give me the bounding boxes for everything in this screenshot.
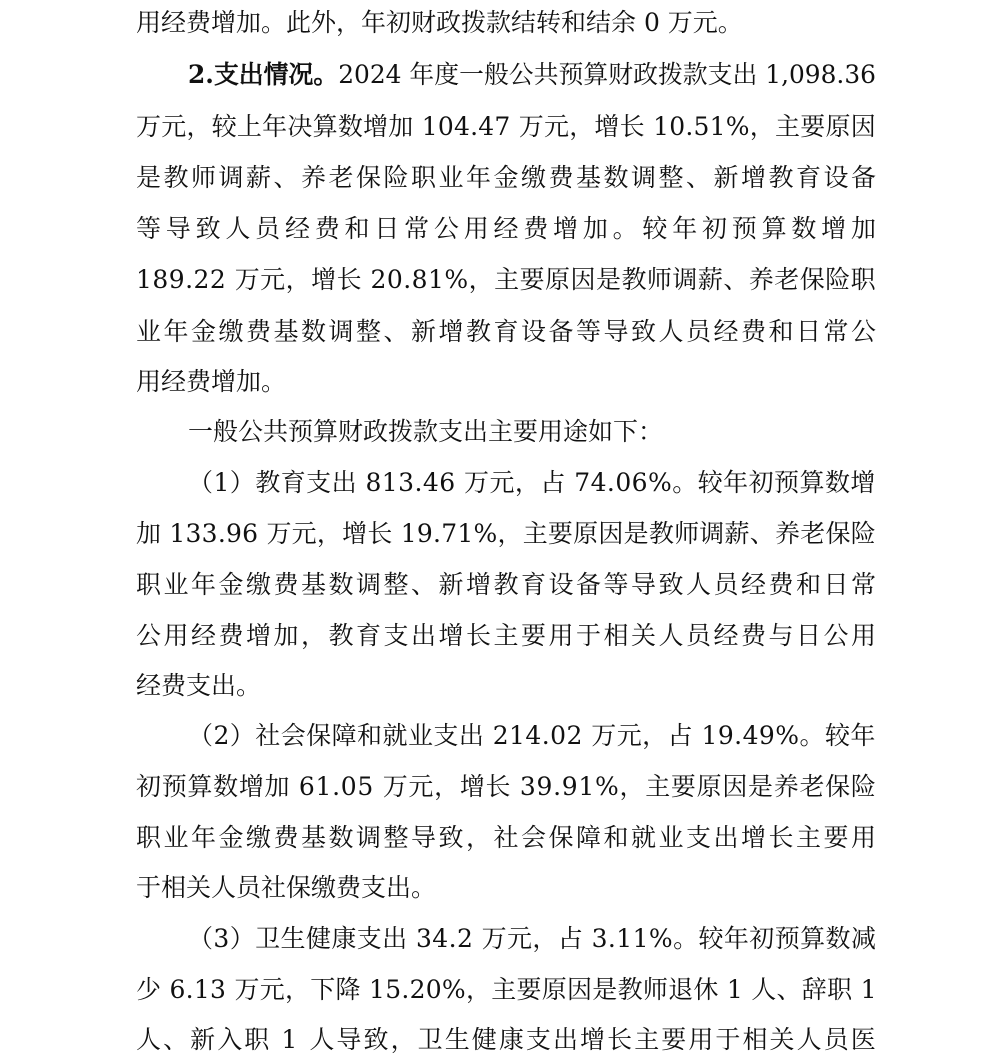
section-heading: 2.支出情况。 (188, 60, 339, 89)
paragraph-line: 189.22 万元，增长 20.81%，主要原因是教师调薪、养老保险职 (136, 265, 877, 294)
paragraph-line: （3）卫生健康支出 34.2 万元，占 3.11%。较年初预算数减 (188, 924, 877, 953)
paragraph-line: 万元，较上年决算数增加 104.47 万元，增长 10.51%，主要原因 (136, 112, 876, 141)
paragraph-line: 职业年金缴费基数调整、新增教育设备等导致人员经费和日常 (136, 570, 879, 599)
paragraph-line: 业年金缴费基数调整、新增教育设备等导致人员经费和日常公 (136, 317, 879, 346)
paragraph-line: 是教师调薪、养老保险职业年金缴费基数调整、新增教育设备 (136, 163, 879, 192)
paragraph-line: 经费支出。 (136, 671, 262, 700)
paragraph-line: 一般公共预算财政拨款支出主要用途如下： (188, 417, 664, 446)
paragraph-line: （1）教育支出 813.46 万元，占 74.06%。较年初预算数增 (188, 468, 876, 497)
paragraph-line (188, 55, 876, 95)
paragraph-line: 公用经费增加，教育支出增长主要用于相关人员经费与日公用 (136, 621, 879, 650)
paragraph-line: 职业年金缴费基数调整导致，社会保障和就业支出增长主要用 (136, 823, 879, 852)
paragraph-line: 少 6.13 万元，下降 15.20%，主要原因是教师退休 1 人、辞职 1 (136, 975, 877, 1004)
paragraph-line: 人、新入职 1 人导致，卫生健康支出增长主要用于相关人员医 (136, 1025, 878, 1054)
paragraph-line: 于相关人员社保缴费支出。 (136, 873, 437, 902)
paragraph-line: 初预算数增加 61.05 万元，增长 39.91%，主要原因是养老保险 (136, 772, 877, 801)
paragraph-line: 加 133.96 万元，增长 19.71%，主要原因是教师调薪、养老保险 (136, 519, 876, 548)
paragraph-line: 用经费增加。 (136, 367, 287, 396)
paragraph-line: （2）社会保障和就业支出 214.02 万元，占 19.49%。较年 (188, 721, 876, 750)
paragraph-line: 等导致人员经费和日常公用经费增加。较年初预算数增加 (136, 214, 881, 243)
paragraph-text: 2024 年度一般公共预算财政拨款支出 1,098.36 (338, 60, 876, 89)
paragraph-line: 用经费增加。此外，年初财政拨款结转和结余 0 万元。 (136, 8, 743, 37)
